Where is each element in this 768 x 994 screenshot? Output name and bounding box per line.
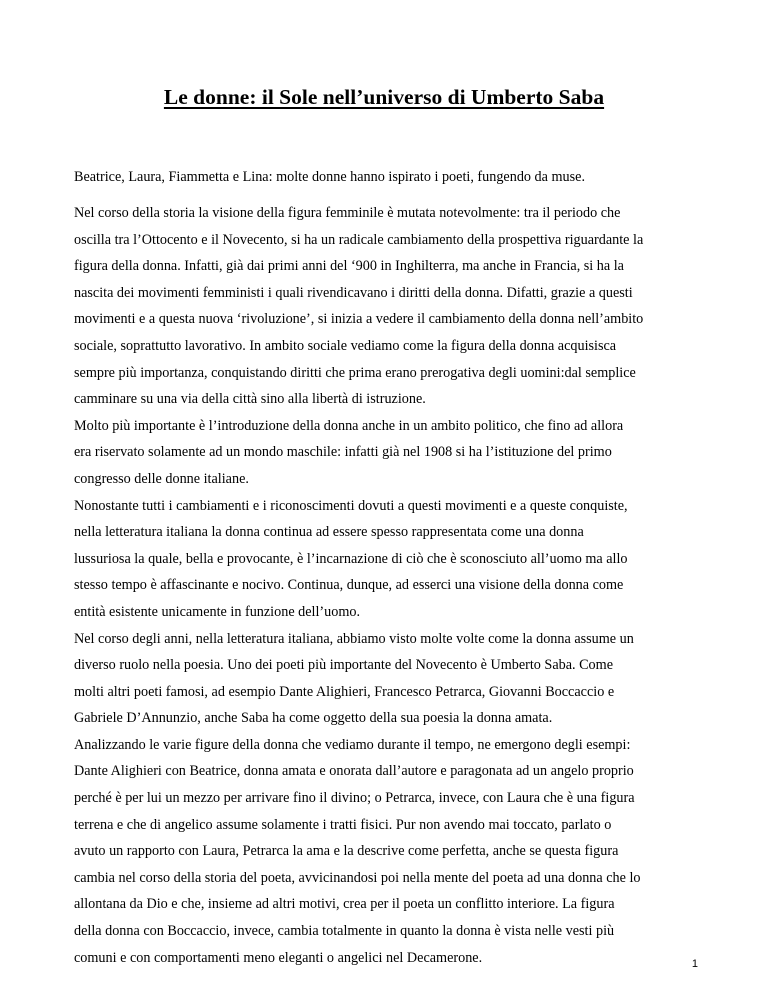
text-line: movimenti e a questa nuova ‘rivoluzione’, si inizia a vedere il cambiamento della donna nell’ambito [74,311,644,328]
text-line: figura della donna. Infatti, già dai primi anni del ‘900 in Inghilterra, ma anche in Francia, si ha la [74,258,624,275]
text-line: camminare su una via della città sino alla libertà di istruzione. [74,391,426,408]
text-line: oscilla tra l’Ottocento e il Novecento, si ha un radicale cambiamento della prospettiva riguardante la [74,231,644,248]
document-title: Le donne: il Sole nell’universo di Umberto Saba [163,85,605,109]
text-line: stesso tempo è affascinante e nocivo. Continua, dunque, ad esserci una visione della donna come [74,577,624,594]
main-text [74,200,704,971]
text-line: Dante Alighieri con Beatrice, donna amata e onorata dall’autore e paragonata ad un angelo proprio [74,763,634,780]
text-line: comuni e con comportamenti meno eleganti o angelici nel Decamerone. [74,949,483,966]
text-line: molti altri poeti famosi, ad esempio Dante Alighieri, Francesco Petrarca, Giovanni Boccaccio e [74,683,615,700]
text-line: congresso delle donne italiane. [74,470,249,487]
text-line: sempre più importanza, conquistando diritti che prima erano prerogativa degli uomini:dal semplice [74,364,636,381]
text-line: entità esistente unicamente in funzione dell’uomo. [74,603,361,620]
text-line: diverso ruolo nella poesia. Uno dei poeti più importante del Novecento è Umberto Saba. Come [74,657,613,674]
text-line: allontana da Dio e che, insieme ad altri motivi, crea per il poeta un conflitto interiore. La figura [74,896,615,913]
text-line: terrena e che di angelico assume solamente i tratti fisici. Pur non avendo mai toccato, parlato o [74,816,612,833]
text-line: sociale, soprattutto lavorativo. In ambito sociale vediamo come la figura della donna acquisisca [74,337,617,354]
text-line: Analizzando le varie figure della donna che vediamo durante il tempo, ne emergono degli esempi: [74,736,631,753]
text-line: Molto più importante è l’introduzione della donna anche in un ambito politico, che fino ad allora [74,417,624,434]
text-line: Gabriele D’Annunzio, anche Saba ha come oggetto della sua poesia la donna amata. [74,710,553,727]
text-line: nascita dei movimenti femministi i quali rivendicavano i diritti della donna. Difatti, grazie a questi [74,284,633,301]
text-line: perché è per lui un mezzo per arrivare fino il divino; o Petrarca, invece, con Laura che è una figura [74,790,635,807]
text-line: era riservato solamente ad un mondo maschile: infatti già nel 1908 si ha l’istituzione del primo [74,444,612,461]
text-line: Nel corso della storia la visione della figura femminile è mutata notevolmente: tra il periodo che [74,205,621,221]
text-line: lussuriosa la quale, bella e provocante, è l’incarnazione di ciò che è sconosciuto all’uomo ma allo [74,550,628,567]
text-line: Nel corso degli anni, nella letteratura italiana, abbiamo visto molte volte come la donna assume un [74,630,634,647]
text-line: Nonostante tutti i cambiamenti e i riconoscimenti dovuti a questi movimenti e a queste conquiste, [74,497,628,514]
text-line: cambia nel corso della storia del poeta, avvicinandosi poi nella mente del poeta ad una donna che lo [74,869,641,886]
text-line: avuto un rapporto con Laura, Petrarca la ama e la descrive come perfetta, anche se questa figura [74,843,619,860]
text-line: della donna con Boccaccio, invece, cambia totalmente in quanto la donna è vista nelle vesti più [74,923,615,940]
intro-paragraph: Beatrice, Laura, Fiammetta e Lina: molte donne hanno ispirato i poeti, fungendo da muse. [74,169,585,185]
text-line: nella letteratura italiana la donna continua ad essere spesso rappresentata come una donna [74,524,584,541]
page-number: 1 [691,958,698,970]
